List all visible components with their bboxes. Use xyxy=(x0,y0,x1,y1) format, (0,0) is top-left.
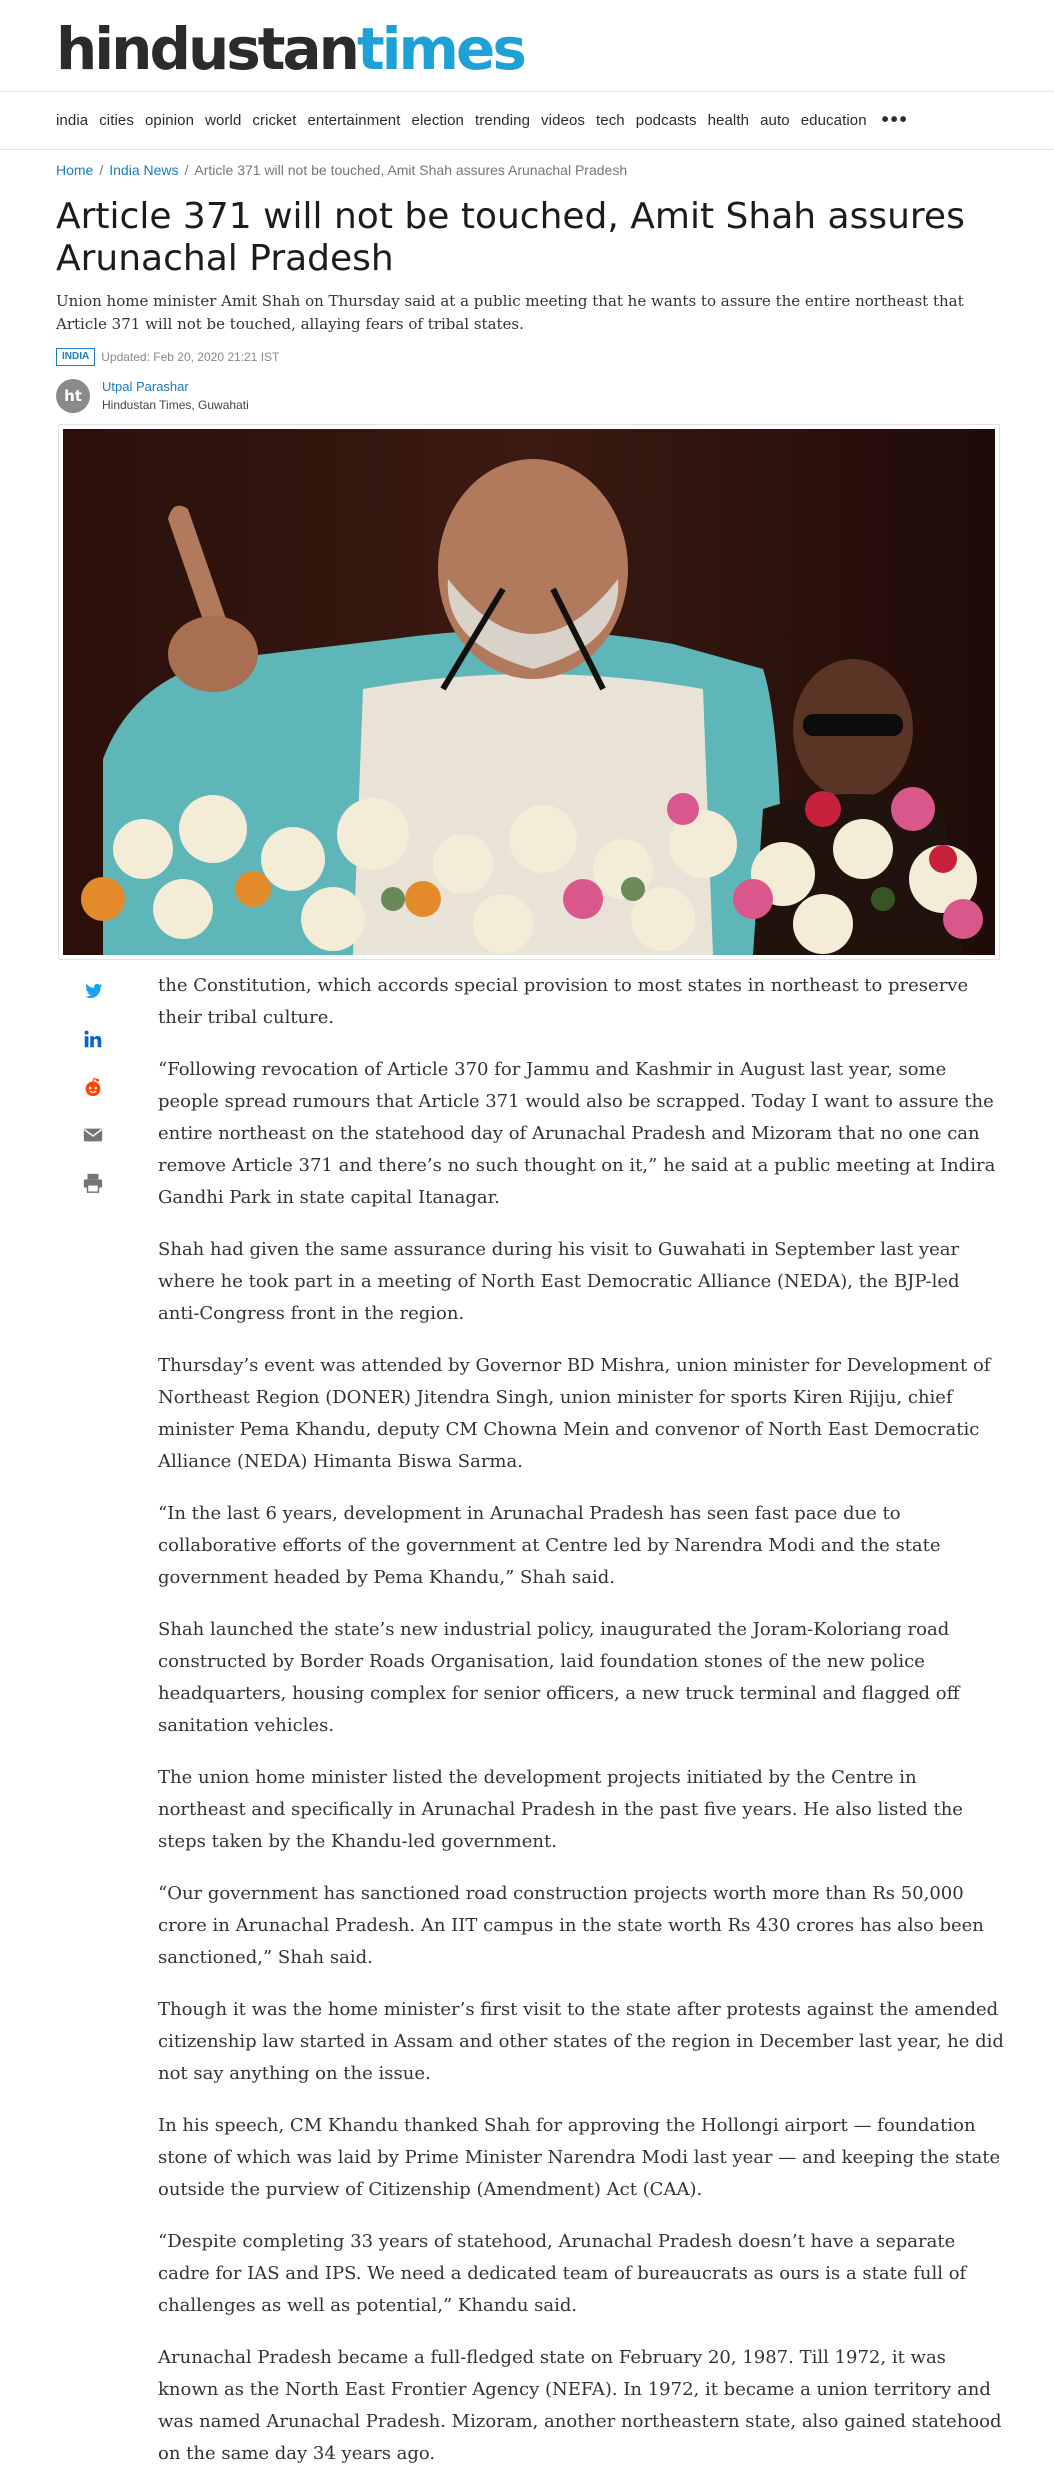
site-logo[interactable]: hindustantimes xyxy=(56,15,524,83)
nav-item-auto[interactable]: auto xyxy=(760,112,790,129)
article-paragraph: Shah launched the state’s new industrial policy, inaugurated the Joram-Koloriang road constructed by Border Roads Organisation, laid foundation stones of the new police headquarters, housing complex for senior officers, a new truck terminal and flagged off sanitation vehicles. xyxy=(158,1619,960,1736)
article-summary: Union home minister Amit Shah on Thursday said at a public meeting that he wants to assure the entire northeast that Article 371 will not be touched, allaying fears of tribal states. xyxy=(56,292,964,333)
breadcrumb-separator: / xyxy=(99,162,104,178)
nav-item-health[interactable]: health xyxy=(707,112,750,129)
breadcrumb-separator: / xyxy=(184,162,189,178)
breadcrumb xyxy=(56,162,627,178)
article-paragraph: “Following revocation of Article 370 for Jammu and Kashmir in August last year, some people spread rumours that Article 371 would also be scrapped. Today I want to assure the entire northeast on the statehood day of Arunachal Pradesh and Mizoram that no one can remove Article 371 and there’s no such thought on it,” he said at a public meeting at Indira Gandhi Park in state capital Itanagar. xyxy=(158,1059,996,1208)
article-paragraph: Shah had given the same assurance during his visit to Guwahati in September last year where he took part in a meeting of North East Democratic Alliance (NEDA), the BJP-led anti-Congress front in the region. xyxy=(158,1239,960,1324)
nav-item-podcasts[interactable]: podcasts xyxy=(635,112,697,129)
article-paragraph: In his speech, CM Khandu thanked Shah for approving the Hollongi airport — foundation stone of which was laid by Prime Minister Narendra Modi last year — and keeping the state outside the purview of Citizenship (Amendment) Act (CAA). xyxy=(158,2115,1001,2200)
nav-item-videos[interactable]: videos xyxy=(541,112,585,129)
email-icon[interactable] xyxy=(80,1124,106,1150)
nav-item-election[interactable]: election xyxy=(411,112,465,129)
author-block xyxy=(56,378,249,414)
lead-photo xyxy=(58,424,1000,960)
article-paragraph: Arunachal Pradesh became a full-fledged state on February 20, 1987. Till 1972, it was known as the North East Frontier Agency (NEFA). In 1972, it became a union territory and was named Arunachal Pradesh. Mizoram, another northeastern state, also gained statehood on the same day 34 years ago. xyxy=(158,2347,1002,2464)
article-paragraph: Though it was the home minister’s first visit to the state after protests against the amended citizenship law started in Assam and other states of the region in December last year, he did not say anything on the issue. xyxy=(158,1999,1004,2084)
article-headline: Article 371 will not be touched, Amit Shah assures Arunachal Pradesh xyxy=(56,196,965,279)
nav-item-world[interactable]: world xyxy=(205,112,242,129)
nav-item-trending[interactable]: trending xyxy=(475,112,531,129)
article-meta xyxy=(56,348,279,366)
article-body xyxy=(158,970,1006,2484)
print-icon[interactable] xyxy=(80,1172,106,1198)
lead-photo-image xyxy=(63,429,995,955)
section-tag[interactable]: INDIA xyxy=(56,348,95,366)
author-name[interactable]: Utpal Parashar xyxy=(102,379,189,394)
linkedin-icon[interactable] xyxy=(80,1028,106,1054)
author-org: Hindustan Times, Guwahati xyxy=(102,398,249,412)
reddit-icon[interactable] xyxy=(80,1076,106,1102)
masthead xyxy=(0,0,1054,92)
article-paragraph: “Our government has sanctioned road construction projects worth more than Rs 50,000 crore in Arunachal Pradesh. An IIT campus in the state worth Rs 430 crores has also been sanctioned,” Shah said. xyxy=(158,1883,984,1968)
twitter-icon[interactable] xyxy=(80,980,106,1006)
avatar: ht xyxy=(56,379,90,413)
article-paragraph: Thursday’s event was attended by Governor BD Mishra, union minister for Development of Northeast Region (DONER) Jitendra Singh, union minister for sports Kiren Rijiju, chief minister Pema Khandu, deputy CM Chowna Mein and convenor of North East Democratic Alliance (NEDA) Himanta Biswa Sarma. xyxy=(158,1355,991,1472)
updated-timestamp: Updated: Feb 20, 2020 21:21 IST xyxy=(101,350,280,364)
nav-item-cities[interactable]: cities xyxy=(99,112,134,129)
nav-item-opinion[interactable]: opinion xyxy=(144,112,195,129)
main-nav xyxy=(0,92,1054,150)
nav-item-education[interactable]: education xyxy=(800,112,867,129)
more-menu-icon[interactable]: ••• xyxy=(881,109,909,131)
breadcrumb-home[interactable]: Home xyxy=(56,162,94,178)
nav-item-entertainment[interactable]: entertainment xyxy=(307,112,401,129)
article-paragraph: the Constitution, which accords special provision to most states in northeast to preserve their tribal culture. xyxy=(158,975,969,1028)
nav-item-tech[interactable]: tech xyxy=(596,112,625,129)
breadcrumb-current: Article 371 will not be touched, Amit Shah assures Arunachal Pradesh xyxy=(194,162,628,178)
article-paragraph: “Despite completing 33 years of statehood, Arunachal Pradesh doesn’t have a separate cadre for IAS and IPS. We need a dedicated team of bureaucrats as ours is a state full of challenges as well as potential,” Khandu said. xyxy=(158,2231,967,2316)
share-bar xyxy=(80,978,106,1220)
nav-item-cricket[interactable]: cricket xyxy=(252,112,297,129)
nav-item-india[interactable]: india xyxy=(56,112,89,129)
article-paragraph: “In the last 6 years, development in Arunachal Pradesh has seen fast pace due to collaborative efforts of the government at Centre led by Narendra Modi and the state government headed by Pema Khandu,” Shah said. xyxy=(158,1503,941,1588)
breadcrumb-section[interactable]: India News xyxy=(109,162,179,178)
article-paragraph: The union home minister listed the development projects initiated by the Centre in northeast and specifically in Arunachal Pradesh in the past five years. He also listed the steps taken by the Khandu-led government. xyxy=(158,1767,963,1852)
